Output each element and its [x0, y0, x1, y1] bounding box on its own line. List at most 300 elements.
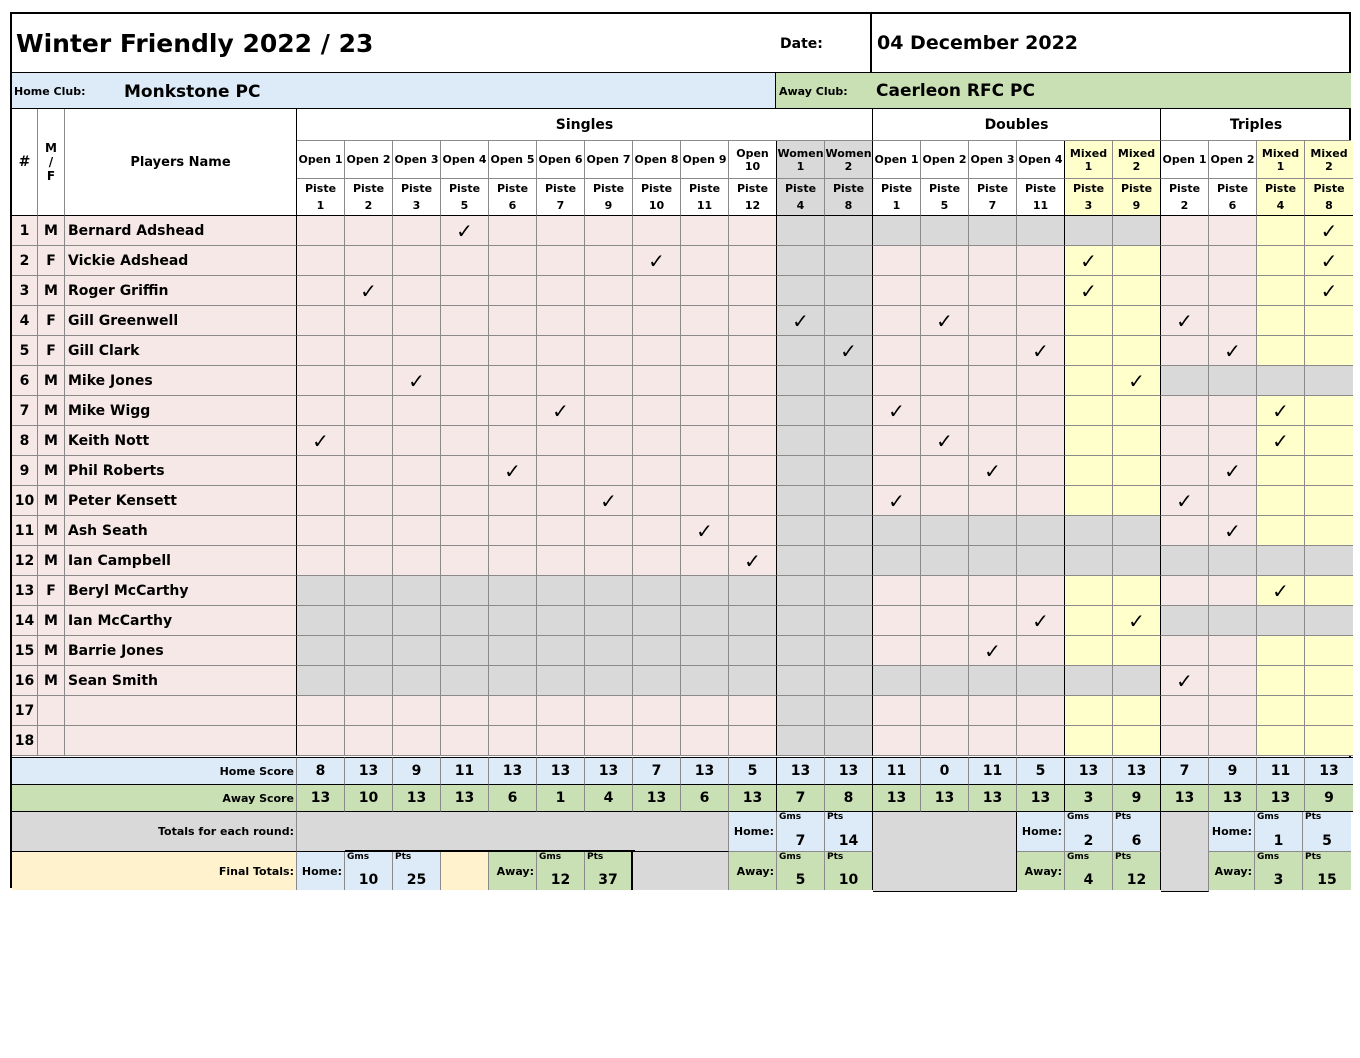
- selection-cell[interactable]: [969, 726, 1017, 756]
- selection-cell[interactable]: [1305, 546, 1353, 576]
- selection-cell[interactable]: [681, 366, 729, 396]
- selection-cell[interactable]: [1209, 606, 1257, 636]
- selection-cell[interactable]: [921, 546, 969, 576]
- selection-cell[interactable]: [585, 486, 633, 516]
- player-name-cell[interactable]: Beryl McCarthy: [65, 576, 297, 606]
- selection-cell[interactable]: [729, 636, 777, 666]
- selection-cell[interactable]: [1113, 696, 1161, 726]
- away-score-cell[interactable]: 1: [537, 785, 585, 812]
- gender-cell[interactable]: M: [38, 366, 65, 396]
- selection-cell[interactable]: [1113, 606, 1161, 636]
- selection-cell[interactable]: [489, 246, 537, 276]
- selection-cell[interactable]: [729, 486, 777, 516]
- home-score-cell[interactable]: 13: [825, 757, 873, 785]
- selection-cell[interactable]: [489, 336, 537, 366]
- selection-cell[interactable]: [1305, 426, 1353, 456]
- selection-cell[interactable]: [633, 636, 681, 666]
- home-score-cell[interactable]: 13: [777, 757, 825, 785]
- selection-cell[interactable]: [1257, 726, 1305, 756]
- away-score-cell[interactable]: 3: [1065, 785, 1113, 812]
- selection-cell[interactable]: [633, 336, 681, 366]
- selection-cell[interactable]: [1305, 576, 1353, 606]
- triples-home-pts[interactable]: [1303, 812, 1351, 852]
- selection-cell[interactable]: [585, 216, 633, 246]
- selection-cell[interactable]: [777, 396, 825, 426]
- selection-cell[interactable]: [297, 396, 345, 426]
- selection-cell[interactable]: [1161, 366, 1209, 396]
- selection-cell[interactable]: [1305, 726, 1353, 756]
- home-score-cell[interactable]: 0: [921, 757, 969, 785]
- away-score-cell[interactable]: 13: [441, 785, 489, 812]
- selection-cell[interactable]: [297, 246, 345, 276]
- selection-cell[interactable]: [393, 546, 441, 576]
- date-cell[interactable]: [872, 14, 1351, 73]
- selection-cell[interactable]: [825, 366, 873, 396]
- selection-cell[interactable]: [633, 306, 681, 336]
- selection-cell[interactable]: [1161, 696, 1209, 726]
- selection-cell[interactable]: [777, 696, 825, 726]
- gender-cell[interactable]: M: [38, 486, 65, 516]
- selection-cell[interactable]: [1017, 426, 1065, 456]
- selection-cell[interactable]: [441, 276, 489, 306]
- home-score-cell[interactable]: 13: [681, 757, 729, 785]
- selection-cell[interactable]: [1065, 606, 1113, 636]
- selection-cell[interactable]: [873, 216, 921, 246]
- selection-cell[interactable]: [297, 606, 345, 636]
- selection-cell[interactable]: [585, 606, 633, 636]
- selection-cell[interactable]: [969, 696, 1017, 726]
- selection-cell[interactable]: [1017, 486, 1065, 516]
- selection-cell[interactable]: [537, 216, 585, 246]
- selection-cell[interactable]: [633, 696, 681, 726]
- singles-away-gms[interactable]: [777, 852, 825, 890]
- selection-cell[interactable]: [489, 306, 537, 336]
- selection-cell[interactable]: [681, 276, 729, 306]
- selection-cell[interactable]: [1113, 666, 1161, 696]
- selection-cell[interactable]: [585, 696, 633, 726]
- player-name-cell[interactable]: Ash Seath: [65, 516, 297, 546]
- selection-cell[interactable]: [297, 666, 345, 696]
- singles-home-gms[interactable]: [777, 812, 825, 852]
- selection-cell[interactable]: [393, 726, 441, 756]
- selection-cell[interactable]: [585, 276, 633, 306]
- selection-cell[interactable]: [1113, 636, 1161, 666]
- selection-cell[interactable]: [297, 516, 345, 546]
- selection-cell[interactable]: [537, 606, 585, 636]
- selection-cell[interactable]: [1017, 336, 1065, 366]
- away-score-cell[interactable]: 13: [297, 785, 345, 812]
- selection-cell[interactable]: [969, 666, 1017, 696]
- selection-cell[interactable]: [873, 606, 921, 636]
- selection-cell[interactable]: [1161, 606, 1209, 636]
- selection-cell[interactable]: [393, 576, 441, 606]
- selection-cell[interactable]: [921, 486, 969, 516]
- selection-cell[interactable]: [633, 456, 681, 486]
- selection-cell[interactable]: [441, 696, 489, 726]
- selection-cell[interactable]: [537, 336, 585, 366]
- selection-cell[interactable]: [1065, 696, 1113, 726]
- selection-cell[interactable]: [777, 516, 825, 546]
- selection-cell[interactable]: [489, 426, 537, 456]
- selection-cell[interactable]: [1161, 666, 1209, 696]
- player-name-cell[interactable]: Keith Nott: [65, 426, 297, 456]
- selection-cell[interactable]: [825, 306, 873, 336]
- selection-cell[interactable]: [873, 636, 921, 666]
- selection-cell[interactable]: [1257, 246, 1305, 276]
- selection-cell[interactable]: [297, 276, 345, 306]
- selection-cell[interactable]: [393, 276, 441, 306]
- home-score-cell[interactable]: 13: [585, 757, 633, 785]
- selection-cell[interactable]: [777, 666, 825, 696]
- selection-cell[interactable]: [1065, 486, 1113, 516]
- selection-cell[interactable]: [681, 576, 729, 606]
- gender-cell[interactable]: F: [38, 336, 65, 366]
- selection-cell[interactable]: [1209, 306, 1257, 336]
- selection-cell[interactable]: [345, 336, 393, 366]
- selection-cell[interactable]: [1209, 246, 1257, 276]
- selection-cell[interactable]: [1305, 366, 1353, 396]
- selection-cell[interactable]: [1017, 516, 1065, 546]
- selection-cell[interactable]: [1209, 696, 1257, 726]
- selection-cell[interactable]: [969, 576, 1017, 606]
- selection-cell[interactable]: [633, 606, 681, 636]
- selection-cell[interactable]: [1065, 636, 1113, 666]
- selection-cell[interactable]: [825, 696, 873, 726]
- selection-cell[interactable]: [441, 216, 489, 246]
- selection-cell[interactable]: [585, 546, 633, 576]
- home-score-cell[interactable]: 13: [345, 757, 393, 785]
- selection-cell[interactable]: [1065, 216, 1113, 246]
- away-score-cell[interactable]: 13: [1161, 785, 1209, 812]
- selection-cell[interactable]: [489, 696, 537, 726]
- selection-cell[interactable]: [345, 246, 393, 276]
- selection-cell[interactable]: [729, 396, 777, 426]
- selection-cell[interactable]: [1209, 486, 1257, 516]
- selection-cell[interactable]: [921, 366, 969, 396]
- selection-cell[interactable]: [921, 636, 969, 666]
- selection-cell[interactable]: [777, 276, 825, 306]
- away-score-cell[interactable]: 13: [729, 785, 777, 812]
- gender-cell[interactable]: F: [38, 576, 65, 606]
- selection-cell[interactable]: [489, 546, 537, 576]
- selection-cell[interactable]: [297, 456, 345, 486]
- selection-cell[interactable]: [873, 456, 921, 486]
- selection-cell[interactable]: [969, 486, 1017, 516]
- selection-cell[interactable]: [537, 666, 585, 696]
- selection-cell[interactable]: [1017, 666, 1065, 696]
- selection-cell[interactable]: [921, 336, 969, 366]
- selection-cell[interactable]: [585, 516, 633, 546]
- selection-cell[interactable]: [873, 516, 921, 546]
- home-score-cell[interactable]: 11: [969, 757, 1017, 785]
- selection-cell[interactable]: [1113, 276, 1161, 306]
- selection-cell[interactable]: [393, 216, 441, 246]
- player-name-cell[interactable]: Gill Greenwell: [65, 306, 297, 336]
- selection-cell[interactable]: [825, 246, 873, 276]
- home-score-cell[interactable]: 7: [1161, 757, 1209, 785]
- selection-cell[interactable]: [345, 486, 393, 516]
- selection-cell[interactable]: [489, 216, 537, 246]
- selection-cell[interactable]: [825, 456, 873, 486]
- selection-cell[interactable]: [1161, 486, 1209, 516]
- selection-cell[interactable]: [1209, 216, 1257, 246]
- selection-cell[interactable]: [1065, 336, 1113, 366]
- selection-cell[interactable]: [489, 366, 537, 396]
- selection-cell[interactable]: [729, 216, 777, 246]
- selection-cell[interactable]: [441, 426, 489, 456]
- player-name-cell[interactable]: Roger Griffin: [65, 276, 297, 306]
- selection-cell[interactable]: [1113, 456, 1161, 486]
- selection-cell[interactable]: [1113, 486, 1161, 516]
- selection-cell[interactable]: [1161, 306, 1209, 336]
- selection-cell[interactable]: [969, 516, 1017, 546]
- doubles-away-pts[interactable]: [1113, 852, 1161, 890]
- selection-cell[interactable]: [1065, 546, 1113, 576]
- selection-cell[interactable]: [921, 576, 969, 606]
- selection-cell[interactable]: [1257, 426, 1305, 456]
- selection-cell[interactable]: [441, 336, 489, 366]
- selection-cell[interactable]: [585, 366, 633, 396]
- selection-cell[interactable]: [729, 696, 777, 726]
- player-name-cell[interactable]: Vickie Adshead: [65, 246, 297, 276]
- triples-away-pts[interactable]: [1303, 852, 1351, 890]
- triples-away-gms[interactable]: [1255, 852, 1303, 890]
- away-score-cell[interactable]: 6: [489, 785, 537, 812]
- selection-cell[interactable]: [729, 546, 777, 576]
- selection-cell[interactable]: [441, 246, 489, 276]
- selection-cell[interactable]: [873, 576, 921, 606]
- selection-cell[interactable]: [969, 276, 1017, 306]
- selection-cell[interactable]: [1257, 576, 1305, 606]
- player-name-cell[interactable]: [65, 726, 297, 756]
- gender-cell[interactable]: F: [38, 306, 65, 336]
- selection-cell[interactable]: [633, 276, 681, 306]
- selection-cell[interactable]: [729, 516, 777, 546]
- selection-cell[interactable]: [585, 396, 633, 426]
- selection-cell[interactable]: [1257, 396, 1305, 426]
- selection-cell[interactable]: [873, 246, 921, 276]
- selection-cell[interactable]: [345, 696, 393, 726]
- selection-cell[interactable]: [777, 246, 825, 276]
- selection-cell[interactable]: [345, 426, 393, 456]
- selection-cell[interactable]: [1257, 366, 1305, 396]
- selection-cell[interactable]: [1113, 336, 1161, 366]
- singles-away-pts[interactable]: [825, 852, 873, 890]
- selection-cell[interactable]: [1161, 396, 1209, 426]
- selection-cell[interactable]: [1113, 576, 1161, 606]
- triples-home-gms[interactable]: [1255, 812, 1303, 852]
- selection-cell[interactable]: [921, 696, 969, 726]
- selection-cell[interactable]: [1017, 546, 1065, 576]
- selection-cell[interactable]: [297, 696, 345, 726]
- home-score-cell[interactable]: 5: [729, 757, 777, 785]
- away-score-cell[interactable]: 10: [345, 785, 393, 812]
- away-club-cell[interactable]: [776, 73, 1351, 109]
- selection-cell[interactable]: [1209, 366, 1257, 396]
- home-score-cell[interactable]: 13: [489, 757, 537, 785]
- selection-cell[interactable]: [873, 276, 921, 306]
- selection-cell[interactable]: [537, 366, 585, 396]
- doubles-home-pts[interactable]: [1113, 812, 1161, 852]
- selection-cell[interactable]: [1257, 606, 1305, 636]
- selection-cell[interactable]: [1305, 396, 1353, 426]
- selection-cell[interactable]: [537, 396, 585, 426]
- selection-cell[interactable]: [1161, 426, 1209, 456]
- away-score-cell[interactable]: 13: [1209, 785, 1257, 812]
- selection-cell[interactable]: [393, 396, 441, 426]
- selection-cell[interactable]: [633, 426, 681, 456]
- away-score-cell[interactable]: 13: [633, 785, 681, 812]
- selection-cell[interactable]: [777, 366, 825, 396]
- home-score-cell[interactable]: 5: [1017, 757, 1065, 785]
- selection-cell[interactable]: [969, 636, 1017, 666]
- selection-cell[interactable]: [345, 306, 393, 336]
- selection-cell[interactable]: [633, 396, 681, 426]
- final-away-pts[interactable]: [585, 852, 633, 890]
- selection-cell[interactable]: [729, 606, 777, 636]
- selection-cell[interactable]: [537, 516, 585, 546]
- selection-cell[interactable]: [825, 606, 873, 636]
- selection-cell[interactable]: [633, 516, 681, 546]
- selection-cell[interactable]: [489, 636, 537, 666]
- selection-cell[interactable]: [1305, 336, 1353, 366]
- final-away-gms[interactable]: [537, 852, 585, 890]
- selection-cell[interactable]: [1065, 396, 1113, 426]
- selection-cell[interactable]: [969, 606, 1017, 636]
- away-score-cell[interactable]: 13: [1017, 785, 1065, 812]
- selection-cell[interactable]: [441, 306, 489, 336]
- selection-cell[interactable]: [729, 456, 777, 486]
- selection-cell[interactable]: [585, 246, 633, 276]
- selection-cell[interactable]: [1161, 516, 1209, 546]
- selection-cell[interactable]: [1017, 306, 1065, 336]
- selection-cell[interactable]: [441, 666, 489, 696]
- selection-cell[interactable]: [777, 486, 825, 516]
- selection-cell[interactable]: [1113, 516, 1161, 546]
- selection-cell[interactable]: [873, 396, 921, 426]
- away-score-cell[interactable]: 9: [1113, 785, 1161, 812]
- selection-cell[interactable]: [297, 216, 345, 246]
- doubles-away-gms[interactable]: [1065, 852, 1113, 890]
- selection-cell[interactable]: [729, 666, 777, 696]
- gender-cell[interactable]: M: [38, 666, 65, 696]
- selection-cell[interactable]: [1305, 306, 1353, 336]
- selection-cell[interactable]: [1113, 726, 1161, 756]
- selection-cell[interactable]: [729, 576, 777, 606]
- selection-cell[interactable]: [585, 456, 633, 486]
- selection-cell[interactable]: [585, 636, 633, 666]
- away-score-cell[interactable]: 13: [969, 785, 1017, 812]
- selection-cell[interactable]: [1257, 546, 1305, 576]
- selection-cell[interactable]: [1209, 546, 1257, 576]
- selection-cell[interactable]: [921, 276, 969, 306]
- selection-cell[interactable]: [825, 216, 873, 246]
- selection-cell[interactable]: [777, 636, 825, 666]
- selection-cell[interactable]: [441, 516, 489, 546]
- selection-cell[interactable]: [1305, 486, 1353, 516]
- player-name-cell[interactable]: Mike Wigg: [65, 396, 297, 426]
- selection-cell[interactable]: [297, 366, 345, 396]
- selection-cell[interactable]: [393, 336, 441, 366]
- selection-cell[interactable]: [777, 726, 825, 756]
- selection-cell[interactable]: [489, 576, 537, 606]
- selection-cell[interactable]: [873, 336, 921, 366]
- selection-cell[interactable]: [681, 486, 729, 516]
- selection-cell[interactable]: [633, 246, 681, 276]
- selection-cell[interactable]: [825, 336, 873, 366]
- selection-cell[interactable]: [825, 486, 873, 516]
- selection-cell[interactable]: [921, 426, 969, 456]
- doubles-home-gms[interactable]: [1065, 812, 1113, 852]
- selection-cell[interactable]: [1017, 276, 1065, 306]
- gender-cell[interactable]: M: [38, 636, 65, 666]
- selection-cell[interactable]: [681, 306, 729, 336]
- selection-cell[interactable]: [585, 576, 633, 606]
- selection-cell[interactable]: [825, 426, 873, 456]
- selection-cell[interactable]: [1209, 336, 1257, 366]
- selection-cell[interactable]: [297, 636, 345, 666]
- selection-cell[interactable]: [393, 636, 441, 666]
- selection-cell[interactable]: [873, 666, 921, 696]
- selection-cell[interactable]: [633, 666, 681, 696]
- selection-cell[interactable]: [1257, 516, 1305, 546]
- selection-cell[interactable]: [1113, 396, 1161, 426]
- home-score-cell[interactable]: 9: [1209, 757, 1257, 785]
- selection-cell[interactable]: [393, 246, 441, 276]
- selection-cell[interactable]: [1113, 246, 1161, 276]
- selection-cell[interactable]: [297, 576, 345, 606]
- selection-cell[interactable]: [873, 726, 921, 756]
- home-score-cell[interactable]: 11: [1257, 757, 1305, 785]
- selection-cell[interactable]: [585, 666, 633, 696]
- selection-cell[interactable]: [1017, 636, 1065, 666]
- selection-cell[interactable]: [969, 246, 1017, 276]
- selection-cell[interactable]: [969, 216, 1017, 246]
- selection-cell[interactable]: [681, 216, 729, 246]
- selection-cell[interactable]: [873, 696, 921, 726]
- selection-cell[interactable]: [441, 396, 489, 426]
- selection-cell[interactable]: [489, 516, 537, 546]
- selection-cell[interactable]: [1065, 306, 1113, 336]
- singles-home-pts[interactable]: [825, 812, 873, 852]
- selection-cell[interactable]: [297, 336, 345, 366]
- selection-cell[interactable]: [1209, 276, 1257, 306]
- selection-cell[interactable]: [969, 366, 1017, 396]
- player-name-cell[interactable]: Bernard Adshead: [65, 216, 297, 246]
- gender-cell[interactable]: M: [38, 426, 65, 456]
- selection-cell[interactable]: [297, 726, 345, 756]
- selection-cell[interactable]: [393, 606, 441, 636]
- gender-cell[interactable]: M: [38, 216, 65, 246]
- player-name-cell[interactable]: Ian McCarthy: [65, 606, 297, 636]
- selection-cell[interactable]: [1209, 726, 1257, 756]
- selection-cell[interactable]: [345, 546, 393, 576]
- selection-cell[interactable]: [681, 696, 729, 726]
- selection-cell[interactable]: [345, 726, 393, 756]
- selection-cell[interactable]: [1161, 276, 1209, 306]
- selection-cell[interactable]: [585, 426, 633, 456]
- away-score-cell[interactable]: 13: [921, 785, 969, 812]
- selection-cell[interactable]: [825, 396, 873, 426]
- selection-cell[interactable]: [1113, 366, 1161, 396]
- selection-cell[interactable]: [441, 606, 489, 636]
- selection-cell[interactable]: [825, 546, 873, 576]
- selection-cell[interactable]: [1257, 276, 1305, 306]
- selection-cell[interactable]: [969, 306, 1017, 336]
- selection-cell[interactable]: [1257, 306, 1305, 336]
- selection-cell[interactable]: [1305, 696, 1353, 726]
- selection-cell[interactable]: [1257, 336, 1305, 366]
